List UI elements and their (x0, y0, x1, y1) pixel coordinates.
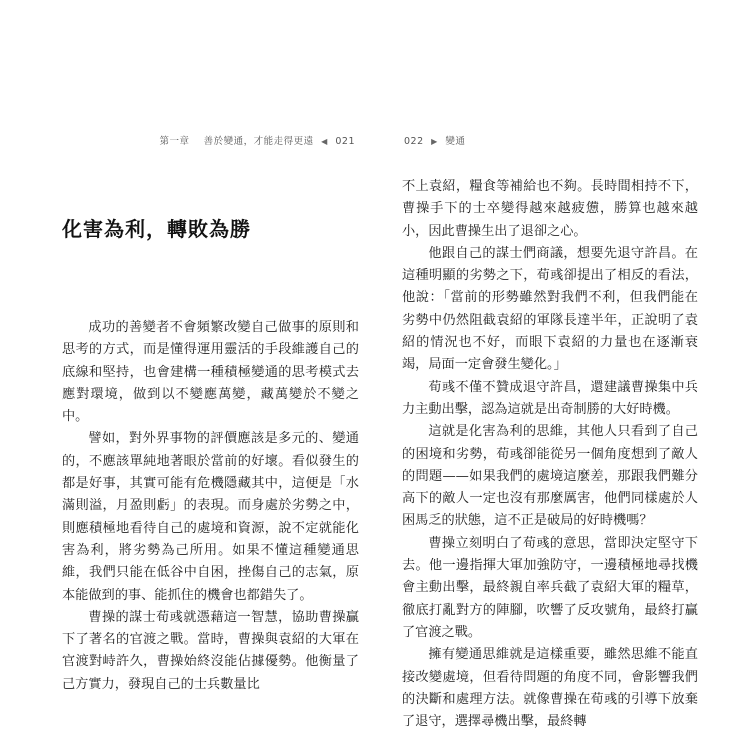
book-title-label: 變通 (445, 136, 466, 147)
page-number: 021 (335, 136, 355, 147)
left-running-head (160, 133, 355, 147)
paragraph: 不上袁紹，糧食等補給也不夠。長時間相持不下，曹操手下的士卒變得越來越疲憊，勝算也越來越小，因此曹操生出了退卻之心。 (402, 179, 698, 239)
right-body-text (402, 176, 698, 733)
left-arrow-icon: ◀ (321, 137, 328, 146)
right-arrow-icon: ▶ (431, 137, 438, 146)
paragraph: 擁有變通思維就是這樣重要，雖然思維不能直接改變處境，但看待問題的角度不同，會影響我們的決斷和處理方法。就像曹操在荀彧的引導下放棄了退守，選擇尋機出擊，最終轉 (402, 647, 698, 730)
right-page (375, 0, 750, 750)
right-running-head (404, 133, 465, 147)
chapter-title-label: 善於變通，才能走得更遠 (203, 136, 314, 147)
paragraph: 成功的善變者不會頻繁改變自己做事的原則和思考的方式，而是懂得運用靈活的手段維護自己的底線和堅持，也會建構一種積極變通的思考模式去應對環境，做到以不變應萬變，藏萬變於不變之中。 (62, 320, 359, 425)
paragraph: 他跟自己的謀士們商議，想要先退守許昌。在這種明顯的劣勢之下，荀彧卻提出了相反的看法，他說：「當前的形勢雖然對我們不利，但我們能在劣勢中仍然阻截袁紹的軍隊長達半年，正說明了袁紹的情況也不好，而眼下袁紹的力量也在逐漸衰竭，局面一定會發生變化。」 (402, 245, 698, 373)
paragraph: 曹操立刻明白了荀彧的意思，當即決定堅守下去。他一邊指揮大軍加強防守，一邊積極地尋找機會主動出擊，最終親自率兵截了袁紹大軍的糧草，徹底打亂對方的陣腳，吹響了反攻號角，最終打贏了官渡之戰。 (402, 535, 698, 640)
page-number: 022 (404, 136, 424, 147)
left-body-text (62, 317, 359, 696)
paragraph: 荀彧不僅不贊成退守許昌，還建議曹操集中兵力主動出擊，認為這就是出奇制勝的大好時機。 (402, 379, 698, 417)
paragraph: 這就是化害為利的思維，其他人只看到了自己的困境和劣勢，荀彧卻能從另一個角度想到了敵人的問題——如果我們的處境這麼差，那跟我們難分高下的敵人一定也沒有那麼厲害，他們同樣處於人困馬乏的狀態，這不正是破局的好時機嗎？ (402, 424, 698, 529)
chapter-label: 第一章 (159, 136, 190, 147)
paragraph: 曹操的謀士荀彧就憑藉這一智慧，協助曹操贏下了著名的官渡之戰。當時，曹操與袁紹的大軍在官渡對峙許久，曹操始終沒能佔據優勢。他衡量了己方實力，發現自己的士兵數量比 (62, 609, 359, 692)
paragraph: 譬如，對外界事物的評價應該是多元的、變通的，不應該單純地著眼於當前的好壞。看似發生的都是好事，其實可能有危機隱藏其中，這便是「水滿則溢，月盈則虧」的表現。而身處於劣勢之中，則應積極地看待自己的處境和資源，說不定就能化害為利，將劣勢為己所用。如果不懂這種變通思維，我們只能在低谷中自困，挫傷自己的志氣，原本能做到的事、能抓住的機會也都錯失了。 (62, 431, 359, 603)
section-title: 化害為利，轉敗為勝 (62, 217, 251, 241)
